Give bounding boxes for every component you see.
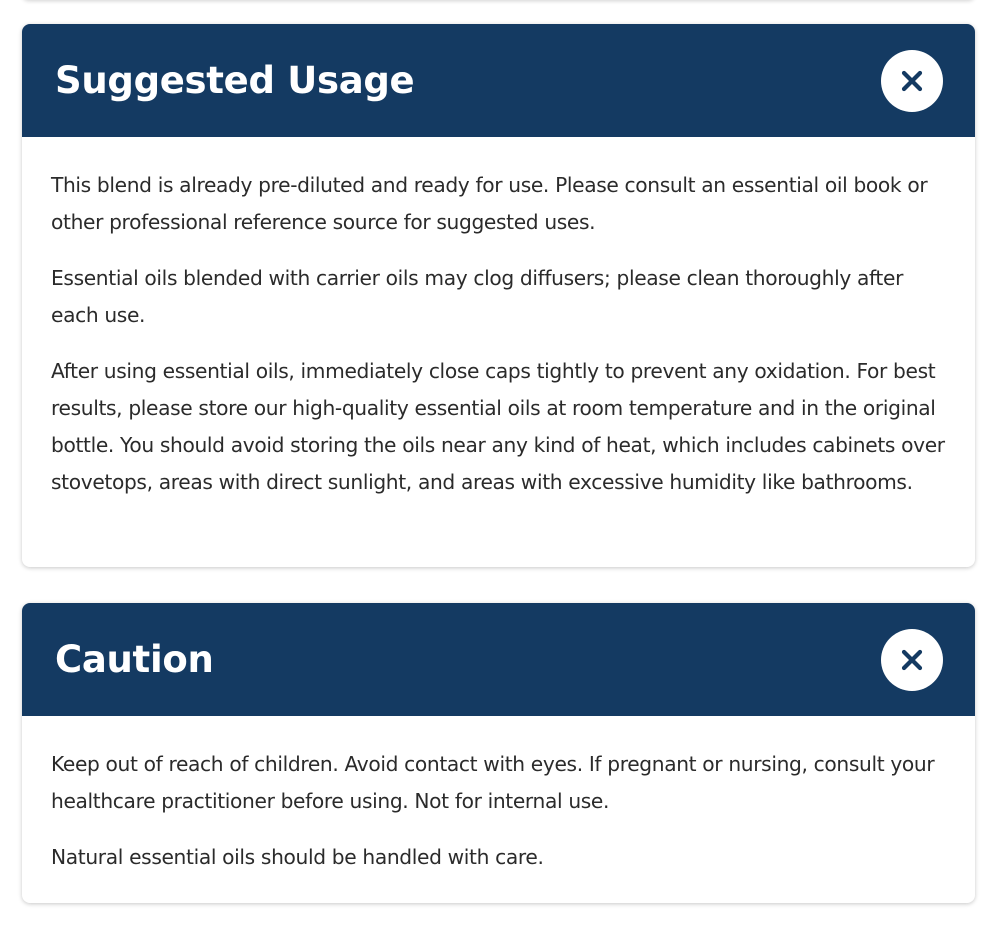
close-icon	[900, 648, 924, 672]
caution-paragraph: Keep out of reach of children. Avoid contact with eyes. If pregnant or nursing, consult your healthcare practitioner before using. Not for internal use.	[51, 752, 935, 813]
usage-paragraph: This blend is already pre-diluted and ready for use. Please consult an essential oil book or other professional reference source for suggested uses.	[51, 173, 928, 234]
suggested-usage-title: Suggested Usage	[55, 59, 415, 102]
caution-paragraph: Natural essential oils should be handled with care.	[51, 845, 544, 869]
usage-paragraph: Essential oils blended with carrier oils may clog diffusers; please clean thoroughly after each use.	[51, 266, 904, 327]
caution-header[interactable]	[22, 603, 975, 716]
suggested-usage-body	[22, 137, 975, 501]
caution-panel	[22, 603, 975, 903]
close-icon	[900, 69, 924, 93]
suggested-usage-header[interactable]	[22, 24, 975, 137]
caution-body	[22, 716, 975, 876]
caution-title: Caution	[55, 638, 214, 681]
suggested-usage-panel	[22, 24, 975, 567]
suggested-usage-close-button[interactable]	[881, 50, 943, 112]
caution-close-button[interactable]	[881, 629, 943, 691]
usage-paragraph: After using essential oils, immediately close caps tightly to prevent any oxidation. For best results, please store our high-quality essential oils at room temperature and in the original bottle. You should avoid storing the oils near any kind of heat, which includes cabinets over stovetops, areas with direct sunlight, and areas with excessive humidity like bathrooms.	[51, 359, 945, 494]
